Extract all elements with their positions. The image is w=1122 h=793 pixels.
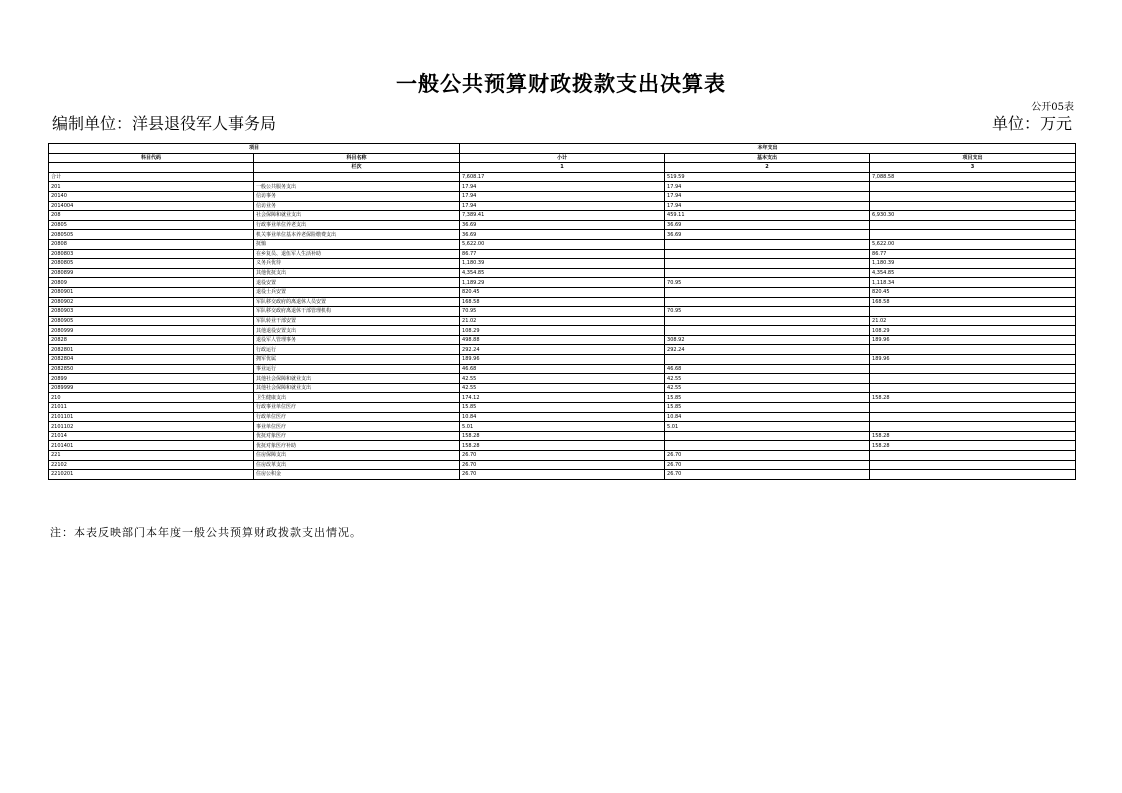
cell-basic: 17.94 xyxy=(665,191,870,201)
cell-code: 201 xyxy=(49,182,254,192)
cell-name: 行政事业单位养老支出 xyxy=(254,220,460,230)
cell-code: 2080903 xyxy=(49,307,254,317)
cell-project: 158.28 xyxy=(870,441,1076,451)
cell-basic: 26.70 xyxy=(665,451,870,461)
cell-basic: 17.94 xyxy=(665,182,870,192)
cell-code: 2101101 xyxy=(49,412,254,422)
header-current-expense: 本年支出 xyxy=(460,144,1076,154)
cell-subtotal: 10.84 xyxy=(460,412,665,422)
cell-name: 机关事业单位基本养老保险缴费支出 xyxy=(254,230,460,240)
cell-project: 189.96 xyxy=(870,355,1076,365)
cell-subtotal: 7,389.41 xyxy=(460,211,665,221)
cell-name: 义务兵优待 xyxy=(254,259,460,269)
cell-code: 2082801 xyxy=(49,345,254,355)
cell-name: 军队移交政府离退休干部管理机构 xyxy=(254,307,460,317)
cell-name: 退役士兵安置 xyxy=(254,287,460,297)
table-row xyxy=(49,335,1076,345)
table-row xyxy=(49,287,1076,297)
cell-project: 168.58 xyxy=(870,297,1076,307)
cell-basic: 42.55 xyxy=(665,374,870,384)
cell-code: 20899 xyxy=(49,374,254,384)
cell-subtotal: 26.70 xyxy=(460,451,665,461)
cell-project: 5,622.00 xyxy=(870,239,1076,249)
cell-basic xyxy=(665,355,870,365)
cell-basic: 36.69 xyxy=(665,230,870,240)
cell-name: 信访业务 xyxy=(254,201,460,211)
cell-code: 20828 xyxy=(49,335,254,345)
cell-project xyxy=(870,182,1076,192)
cell-basic: 292.24 xyxy=(665,345,870,355)
cell-project xyxy=(870,307,1076,317)
table-row xyxy=(49,393,1076,403)
cell-project: 1,118.34 xyxy=(870,278,1076,288)
cell-project xyxy=(870,364,1076,374)
cell-code: 合计 xyxy=(49,172,254,182)
cell-project xyxy=(870,220,1076,230)
cell-name: 在乡复员、退伍军人生活补助 xyxy=(254,249,460,259)
cell-name: 事业单位医疗 xyxy=(254,422,460,432)
cell-project: 1,180.39 xyxy=(870,259,1076,269)
cell-code: 2101102 xyxy=(49,422,254,432)
cell-code: 2210201 xyxy=(49,470,254,480)
cell-basic: 10.84 xyxy=(665,412,870,422)
cell-subtotal: 15.85 xyxy=(460,403,665,413)
cell-basic: 459.11 xyxy=(665,211,870,221)
cell-project xyxy=(870,460,1076,470)
cell-basic xyxy=(665,287,870,297)
table-row xyxy=(49,374,1076,384)
cell-basic: 5.01 xyxy=(665,422,870,432)
header-row-3 xyxy=(49,163,1076,173)
cell-subtotal: 26.70 xyxy=(460,460,665,470)
header-subtotal: 小计 xyxy=(460,153,665,163)
cell-code: 2080999 xyxy=(49,326,254,336)
cell-name: 事业运行 xyxy=(254,364,460,374)
cell-subtotal: 36.69 xyxy=(460,230,665,240)
cell-code: 2080899 xyxy=(49,268,254,278)
table-row xyxy=(49,297,1076,307)
cell-code: 21014 xyxy=(49,431,254,441)
table-row xyxy=(49,345,1076,355)
table-row xyxy=(49,431,1076,441)
table-row xyxy=(49,355,1076,365)
form-number: 公开05表 xyxy=(1031,102,1074,113)
cell-basic xyxy=(665,297,870,307)
cell-subtotal: 26.70 xyxy=(460,470,665,480)
table-row xyxy=(49,239,1076,249)
header-basic: 基本支出 xyxy=(665,153,870,163)
cell-subtotal: 5.01 xyxy=(460,422,665,432)
cell-project xyxy=(870,345,1076,355)
cell-code: 20809 xyxy=(49,278,254,288)
table-row xyxy=(49,220,1076,230)
table-row xyxy=(49,201,1076,211)
cell-subtotal: 7,608.17 xyxy=(460,172,665,182)
cell-basic xyxy=(665,441,870,451)
cell-name: 军队移交政府的离退休人员安置 xyxy=(254,297,460,307)
cell-subtotal: 46.68 xyxy=(460,364,665,374)
cell-code: 2080505 xyxy=(49,230,254,240)
cell-subtotal: 42.55 xyxy=(460,383,665,393)
cell-name: 卫生健康支出 xyxy=(254,393,460,403)
cell-name: 社会保障和就业支出 xyxy=(254,211,460,221)
table-row xyxy=(49,383,1076,393)
cell-name xyxy=(254,172,460,182)
cell-code: 2080905 xyxy=(49,316,254,326)
cell-basic: 42.55 xyxy=(665,383,870,393)
cell-code: 2080803 xyxy=(49,249,254,259)
cell-code: 221 xyxy=(49,451,254,461)
currency-unit: 单位：万元 xyxy=(991,114,1072,133)
cell-subtotal: 158.28 xyxy=(460,441,665,451)
cell-basic xyxy=(665,249,870,259)
cell-subtotal: 1,189.29 xyxy=(460,278,665,288)
cell-project: 6,930.30 xyxy=(870,211,1076,221)
cell-name: 优抚对象医疗 xyxy=(254,431,460,441)
header-col-1: 1 xyxy=(460,163,665,173)
cell-project xyxy=(870,451,1076,461)
cell-project xyxy=(870,412,1076,422)
cell-project: 820.45 xyxy=(870,287,1076,297)
cell-code: 2080902 xyxy=(49,297,254,307)
cell-subtotal: 42.55 xyxy=(460,374,665,384)
cell-basic: 26.70 xyxy=(665,470,870,480)
table-body xyxy=(49,172,1076,479)
cell-name: 拥军优属 xyxy=(254,355,460,365)
table-row xyxy=(49,403,1076,413)
cell-basic: 36.69 xyxy=(665,220,870,230)
cell-code: 210 xyxy=(49,393,254,403)
table-row xyxy=(49,451,1076,461)
cell-subtotal: 21.02 xyxy=(460,316,665,326)
cell-project: 108.29 xyxy=(870,326,1076,336)
table-row xyxy=(49,182,1076,192)
cell-name: 住房改革支出 xyxy=(254,460,460,470)
header-blank xyxy=(49,163,254,173)
cell-project xyxy=(870,201,1076,211)
header-column-label: 栏次 xyxy=(254,163,460,173)
cell-name: 住房公积金 xyxy=(254,470,460,480)
cell-basic: 70.95 xyxy=(665,278,870,288)
cell-basic: 46.68 xyxy=(665,364,870,374)
expenditure-table xyxy=(48,143,1076,480)
table-row xyxy=(49,460,1076,470)
cell-name: 其他社会保障和就业支出 xyxy=(254,374,460,384)
cell-project: 86.77 xyxy=(870,249,1076,259)
cell-code: 2080901 xyxy=(49,287,254,297)
cell-code: 20805 xyxy=(49,220,254,230)
table-row xyxy=(49,307,1076,317)
cell-basic: 15.85 xyxy=(665,393,870,403)
table-row xyxy=(49,268,1076,278)
cell-project xyxy=(870,191,1076,201)
table-row xyxy=(49,422,1076,432)
cell-subtotal: 17.94 xyxy=(460,201,665,211)
cell-project xyxy=(870,422,1076,432)
cell-project xyxy=(870,403,1076,413)
cell-basic: 17.94 xyxy=(665,201,870,211)
cell-basic xyxy=(665,431,870,441)
cell-code: 20808 xyxy=(49,239,254,249)
compiling-unit: 编制单位：洋县退役军人事务局 xyxy=(52,114,277,133)
cell-project: 21.02 xyxy=(870,316,1076,326)
cell-project xyxy=(870,383,1076,393)
cell-subtotal: 820.45 xyxy=(460,287,665,297)
cell-basic xyxy=(665,239,870,249)
footnote: 注：本表反映部门本年度一般公共预算财政拨款支出情况。 xyxy=(50,526,362,539)
table-row xyxy=(49,230,1076,240)
cell-code: 2014004 xyxy=(49,201,254,211)
cell-basic xyxy=(665,268,870,278)
cell-name: 军队转业干部安置 xyxy=(254,316,460,326)
cell-name: 信访事务 xyxy=(254,191,460,201)
header-row-1 xyxy=(49,144,1076,154)
cell-code: 2082804 xyxy=(49,355,254,365)
header-col-2: 2 xyxy=(665,163,870,173)
cell-basic: 15.85 xyxy=(665,403,870,413)
cell-name: 其他优抚支出 xyxy=(254,268,460,278)
cell-basic: 26.70 xyxy=(665,460,870,470)
cell-project: 158.28 xyxy=(870,431,1076,441)
header-col-3: 3 xyxy=(870,163,1076,173)
cell-project: 7,088.58 xyxy=(870,172,1076,182)
cell-name: 行政运行 xyxy=(254,345,460,355)
cell-subtotal: 4,354.85 xyxy=(460,268,665,278)
cell-name: 其他退役安置支出 xyxy=(254,326,460,336)
table-row xyxy=(49,364,1076,374)
cell-subtotal: 174.12 xyxy=(460,393,665,403)
cell-basic xyxy=(665,326,870,336)
table-row xyxy=(49,278,1076,288)
cell-project: 4,354.85 xyxy=(870,268,1076,278)
cell-subtotal: 1,180.39 xyxy=(460,259,665,269)
table-row xyxy=(49,441,1076,451)
cell-subtotal: 5,622.00 xyxy=(460,239,665,249)
table-row xyxy=(49,412,1076,422)
cell-name: 退役安置 xyxy=(254,278,460,288)
header-code: 科目代码 xyxy=(49,153,254,163)
header-row-2 xyxy=(49,153,1076,163)
cell-subtotal: 17.94 xyxy=(460,182,665,192)
cell-name: 一般公共服务支出 xyxy=(254,182,460,192)
cell-name: 其他社会保障和就业支出 xyxy=(254,383,460,393)
table-row xyxy=(49,316,1076,326)
cell-name: 优抚对象医疗补助 xyxy=(254,441,460,451)
cell-basic xyxy=(665,316,870,326)
document-title: 一般公共预算财政拨款支出决算表 xyxy=(396,71,726,96)
cell-subtotal: 292.24 xyxy=(460,345,665,355)
table-row xyxy=(49,191,1076,201)
cell-subtotal: 36.69 xyxy=(460,220,665,230)
table-row xyxy=(49,249,1076,259)
cell-subtotal: 70.95 xyxy=(460,307,665,317)
cell-subtotal: 168.58 xyxy=(460,297,665,307)
cell-basic xyxy=(665,259,870,269)
cell-project xyxy=(870,230,1076,240)
cell-subtotal: 498.88 xyxy=(460,335,665,345)
header-project: 项目 xyxy=(49,144,460,154)
table-row xyxy=(49,211,1076,221)
cell-name: 行政单位医疗 xyxy=(254,412,460,422)
cell-subtotal: 189.96 xyxy=(460,355,665,365)
table-row xyxy=(49,172,1076,182)
cell-basic: 519.59 xyxy=(665,172,870,182)
table-row xyxy=(49,470,1076,480)
cell-name: 行政事业单位医疗 xyxy=(254,403,460,413)
cell-code: 2080805 xyxy=(49,259,254,269)
cell-project xyxy=(870,470,1076,480)
cell-subtotal: 108.29 xyxy=(460,326,665,336)
cell-code: 20140 xyxy=(49,191,254,201)
table-row xyxy=(49,259,1076,269)
cell-subtotal: 158.28 xyxy=(460,431,665,441)
cell-code: 208 xyxy=(49,211,254,221)
header-name: 科目名称 xyxy=(254,153,460,163)
cell-code: 21011 xyxy=(49,403,254,413)
cell-code: 2101401 xyxy=(49,441,254,451)
cell-name: 抚恤 xyxy=(254,239,460,249)
cell-code: 22102 xyxy=(49,460,254,470)
cell-project: 189.96 xyxy=(870,335,1076,345)
cell-project: 158.28 xyxy=(870,393,1076,403)
table-row xyxy=(49,326,1076,336)
header-project-expense: 项目支出 xyxy=(870,153,1076,163)
cell-name: 退役军人管理事务 xyxy=(254,335,460,345)
cell-basic: 70.95 xyxy=(665,307,870,317)
cell-code: 2082850 xyxy=(49,364,254,374)
cell-project xyxy=(870,374,1076,384)
cell-subtotal: 86.77 xyxy=(460,249,665,259)
cell-name: 住房保障支出 xyxy=(254,451,460,461)
cell-code: 2089999 xyxy=(49,383,254,393)
cell-subtotal: 17.94 xyxy=(460,191,665,201)
cell-basic: 308.92 xyxy=(665,335,870,345)
